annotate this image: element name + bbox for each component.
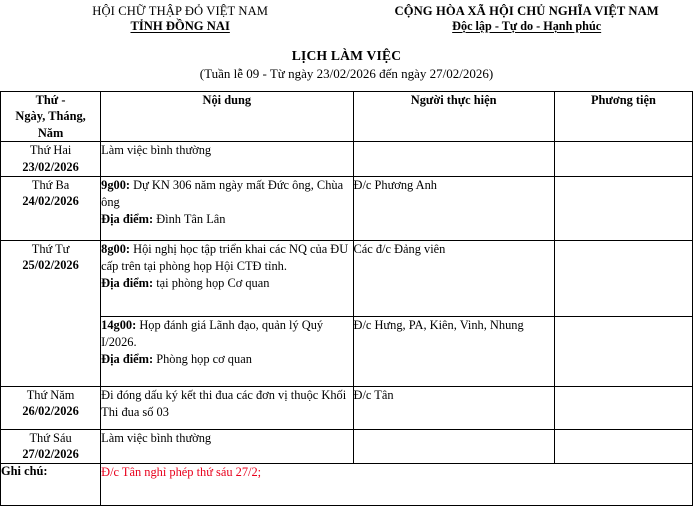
national-title: CỘNG HÒA XÃ HỘI CHỦ NGHĨA VIỆT NAM	[394, 4, 659, 18]
content-line-text: Đi đóng dấu ký kết thi đua các đơn vị thuộc Khối Thi đua số 03	[101, 387, 347, 419]
content-line	[101, 430, 352, 447]
content-line	[101, 351, 352, 368]
means-cell	[554, 176, 692, 240]
means-cell	[554, 142, 692, 176]
content-line	[101, 177, 352, 212]
day-date: 27/02/2026	[22, 447, 79, 462]
content-line-text: Đình Tân Lân	[153, 212, 226, 227]
content-line-text: Họp đánh giá Lãnh đạo, quản lý Quý I/2026.	[101, 317, 324, 349]
content-line-label: Địa điểm:	[101, 276, 154, 291]
table-body	[1, 142, 693, 506]
content-line-text: Hội nghị học tập triển khai các NQ của ĐU cấp trên tại phòng họp Hội CTĐ tỉnh.	[101, 241, 349, 273]
content-line	[101, 211, 352, 228]
note-text: Đ/c Tân nghỉ phép thứ sáu 27/2;	[101, 465, 262, 480]
national-heading-block	[360, 4, 693, 34]
table-row	[1, 176, 693, 240]
day-cell	[1, 240, 101, 386]
means-cell	[554, 240, 692, 316]
day-date: 26/02/2026	[22, 404, 79, 419]
content-line-label: 8g00:	[101, 241, 131, 256]
content-cell	[101, 429, 353, 463]
content-line-text: Phòng họp cơ quan	[153, 352, 252, 367]
day-date: 25/02/2026	[22, 258, 79, 273]
day-date: 23/02/2026	[22, 159, 79, 174]
day-cell	[1, 386, 101, 429]
content-line-label: 14g00:	[101, 317, 137, 332]
organization-province: TỈNH ĐỒNG NAI	[130, 18, 230, 33]
schedule-table	[0, 91, 693, 506]
content-line	[101, 387, 352, 422]
day-of-week: Thứ Tư	[31, 241, 70, 256]
column-header-day-line2: Ngày, Tháng,	[15, 109, 86, 124]
column-header-day-line1: Thứ -	[35, 92, 66, 107]
page-title: LỊCH LÀM VIỆC	[291, 47, 402, 63]
performer-cell: Đ/c Hưng, PA, Kiên, Vinh, Nhung	[353, 316, 554, 386]
table-row	[1, 240, 693, 316]
content-line-text: tại phòng họp Cơ quan	[153, 276, 270, 291]
performer-cell	[353, 142, 554, 176]
column-header-day	[1, 91, 101, 141]
day-of-week: Thứ Năm	[26, 387, 75, 402]
column-header-performer: Người thực hiện	[353, 91, 554, 141]
column-header-content: Nội dung	[101, 91, 353, 141]
content-cell	[101, 386, 353, 429]
content-cell	[101, 142, 353, 176]
page-subtitle: (Tuần lễ 09 - Từ ngày 23/02/2026 đến ngày 27/02/2026)	[199, 65, 494, 81]
column-header-day-line3: Năm	[37, 125, 64, 140]
table-row	[1, 429, 693, 463]
content-line-label: 9g00:	[101, 177, 131, 192]
day-cell	[1, 176, 101, 240]
content-line-label: Địa điểm:	[101, 212, 154, 227]
content-line-text: Làm việc bình thường	[101, 143, 212, 158]
content-line	[101, 142, 352, 159]
performer-cell	[353, 429, 554, 463]
content-cell	[101, 240, 353, 316]
means-cell	[554, 429, 692, 463]
performer-cell: Đ/c Tân	[353, 386, 554, 429]
organization-block	[0, 4, 360, 34]
day-cell	[1, 142, 101, 176]
day-date: 24/02/2026	[22, 194, 79, 209]
organization-name: HỘI CHỮ THẬP ĐỎ VIỆT NAM	[92, 4, 269, 18]
table-header-row	[1, 91, 693, 141]
note-cell	[101, 464, 693, 506]
title-block	[0, 48, 693, 82]
content-line	[101, 241, 352, 276]
content-line-text: Làm việc bình thường	[101, 430, 212, 445]
note-row	[1, 464, 693, 506]
day-of-week: Thứ Hai	[29, 143, 72, 158]
note-label: Ghi chú:	[1, 464, 101, 506]
means-cell	[554, 386, 692, 429]
day-of-week: Thứ Ba	[31, 177, 70, 192]
day-cell	[1, 429, 101, 463]
content-line-text: Dự KN 306 năm ngày mất Đức ông, Chùa ông	[101, 177, 344, 209]
content-line-label: Địa điểm:	[101, 352, 154, 367]
national-motto: Độc lập - Tự do - Hạnh phúc	[452, 18, 602, 33]
content-line	[101, 317, 352, 352]
day-of-week: Thứ Sáu	[29, 430, 72, 445]
means-cell	[554, 316, 692, 386]
column-header-means: Phương tiện	[554, 91, 692, 141]
document-header	[0, 0, 693, 34]
table-row	[1, 316, 693, 386]
performer-cell: Các đ/c Đảng viên	[353, 240, 554, 316]
content-cell	[101, 316, 353, 386]
table-row	[1, 386, 693, 429]
content-cell	[101, 176, 353, 240]
performer-cell: Đ/c Phương Anh	[353, 176, 554, 240]
table-row	[1, 142, 693, 176]
content-line	[101, 275, 352, 292]
